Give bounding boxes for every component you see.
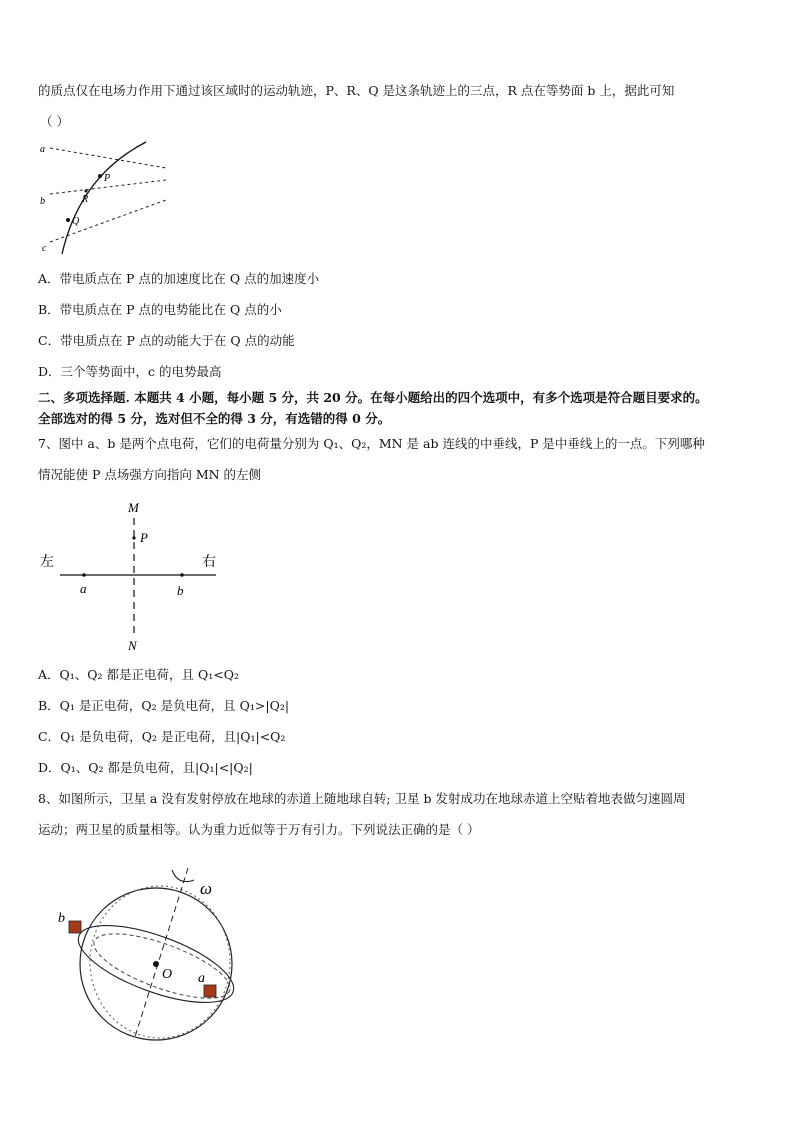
label-c: c	[42, 243, 47, 254]
q7-option-d: D．Q₁、Q₂ 都是负电荷，且|Q₁|<|Q₂|	[38, 760, 253, 775]
equipotential-a	[50, 148, 166, 168]
label-Q: Q	[72, 216, 80, 227]
center-O	[153, 961, 159, 967]
q6-option-a: A．带电质点在 P 点的加速度比在 Q 点的加速度小	[38, 271, 320, 286]
charge-a	[82, 573, 86, 577]
label-P: P	[104, 173, 111, 184]
label-b: b	[58, 911, 65, 926]
q7-option-b: B．Q₁ 是正电荷，Q₂ 是负电荷，且 Q₁>|Q₂|	[38, 698, 290, 713]
q6-answer-bracket: （ ）	[40, 114, 69, 129]
point-R	[85, 190, 88, 193]
q7-figure	[36, 496, 226, 654]
q7-option-c: C．Q₁ 是负电荷，Q₂ 是正电荷，且|Q₁|<Q₂	[38, 729, 286, 744]
label-R: R	[82, 194, 89, 205]
equator-a	[87, 921, 237, 1012]
q6-option-d: D．三个等势面中，c 的电势最高	[38, 364, 222, 379]
label-O: O	[162, 967, 173, 982]
section2-instructions-line2: 全部选对的得 5 分，选对但不全的得 3 分，有选错的得 0 分。	[38, 411, 391, 426]
label-N: N	[128, 638, 137, 653]
label-a: a	[198, 971, 205, 986]
rotation-axis	[134, 868, 188, 1040]
label-a: a	[80, 581, 87, 596]
q8-stem-line1: 8、如图所示，卫星 a 没有发射停放在地球的赤道上随地球自转; 卫星 b 发射成功在地球赤道上空贴着地表做匀速圆周	[38, 791, 686, 806]
charge-b	[180, 573, 184, 577]
q7-option-a: A．Q₁、Q₂ 都是正电荷，且 Q₁<Q₂	[38, 667, 239, 682]
q6-figure	[36, 138, 172, 260]
label-M: M	[128, 500, 139, 515]
label-P: P	[140, 530, 148, 545]
q6-option-b: B．带电质点在 P 点的电势能比在 Q 点的小	[38, 302, 282, 317]
satellite-b	[69, 921, 81, 933]
label-left: 左	[40, 555, 54, 570]
point-P	[132, 536, 135, 539]
point-Q	[66, 218, 70, 222]
q7-stem-line2: 情况能使 P 点场强方向指向 MN 的左侧	[38, 467, 262, 482]
q6-option-c: C．带电质点在 P 点的动能大于在 Q 点的动能	[38, 333, 295, 348]
q8-stem-line2: 运动；两卫星的质量相等。认为重力近似等于万有引力。下列说法正确的是（ ）	[38, 822, 480, 837]
label-omega: ω	[200, 879, 213, 898]
label-b: b	[177, 583, 184, 598]
satellite-a	[204, 985, 216, 997]
trajectory	[62, 142, 146, 254]
q6-stem-line: 的质点仅在电场力作用下通过该区域时的运动轨迹，P、R、Q 是这条轨迹上的三点，R 点在等势面 b 上，据此可知	[38, 83, 675, 98]
rotation-arrow	[172, 870, 194, 882]
q7-stem-line1: 7、图中 a、b 是两个点电荷，它们的电荷量分别为 Q₁、Q₂，MN 是 ab 连线的中垂线，P 是中垂线上的一点。下列哪种	[38, 436, 705, 451]
section2-instructions-line1: 二、多项选择题. 本题共 4 小题，每小题 5 分，共 20 分。在每小题给出的四个选项中，有多个选项是符合题目要求的。	[38, 390, 708, 405]
point-P	[98, 174, 102, 178]
q8-figure	[50, 862, 250, 1047]
label-right: 右	[202, 555, 216, 570]
label-a: a	[40, 144, 45, 155]
label-b: b	[40, 196, 45, 207]
